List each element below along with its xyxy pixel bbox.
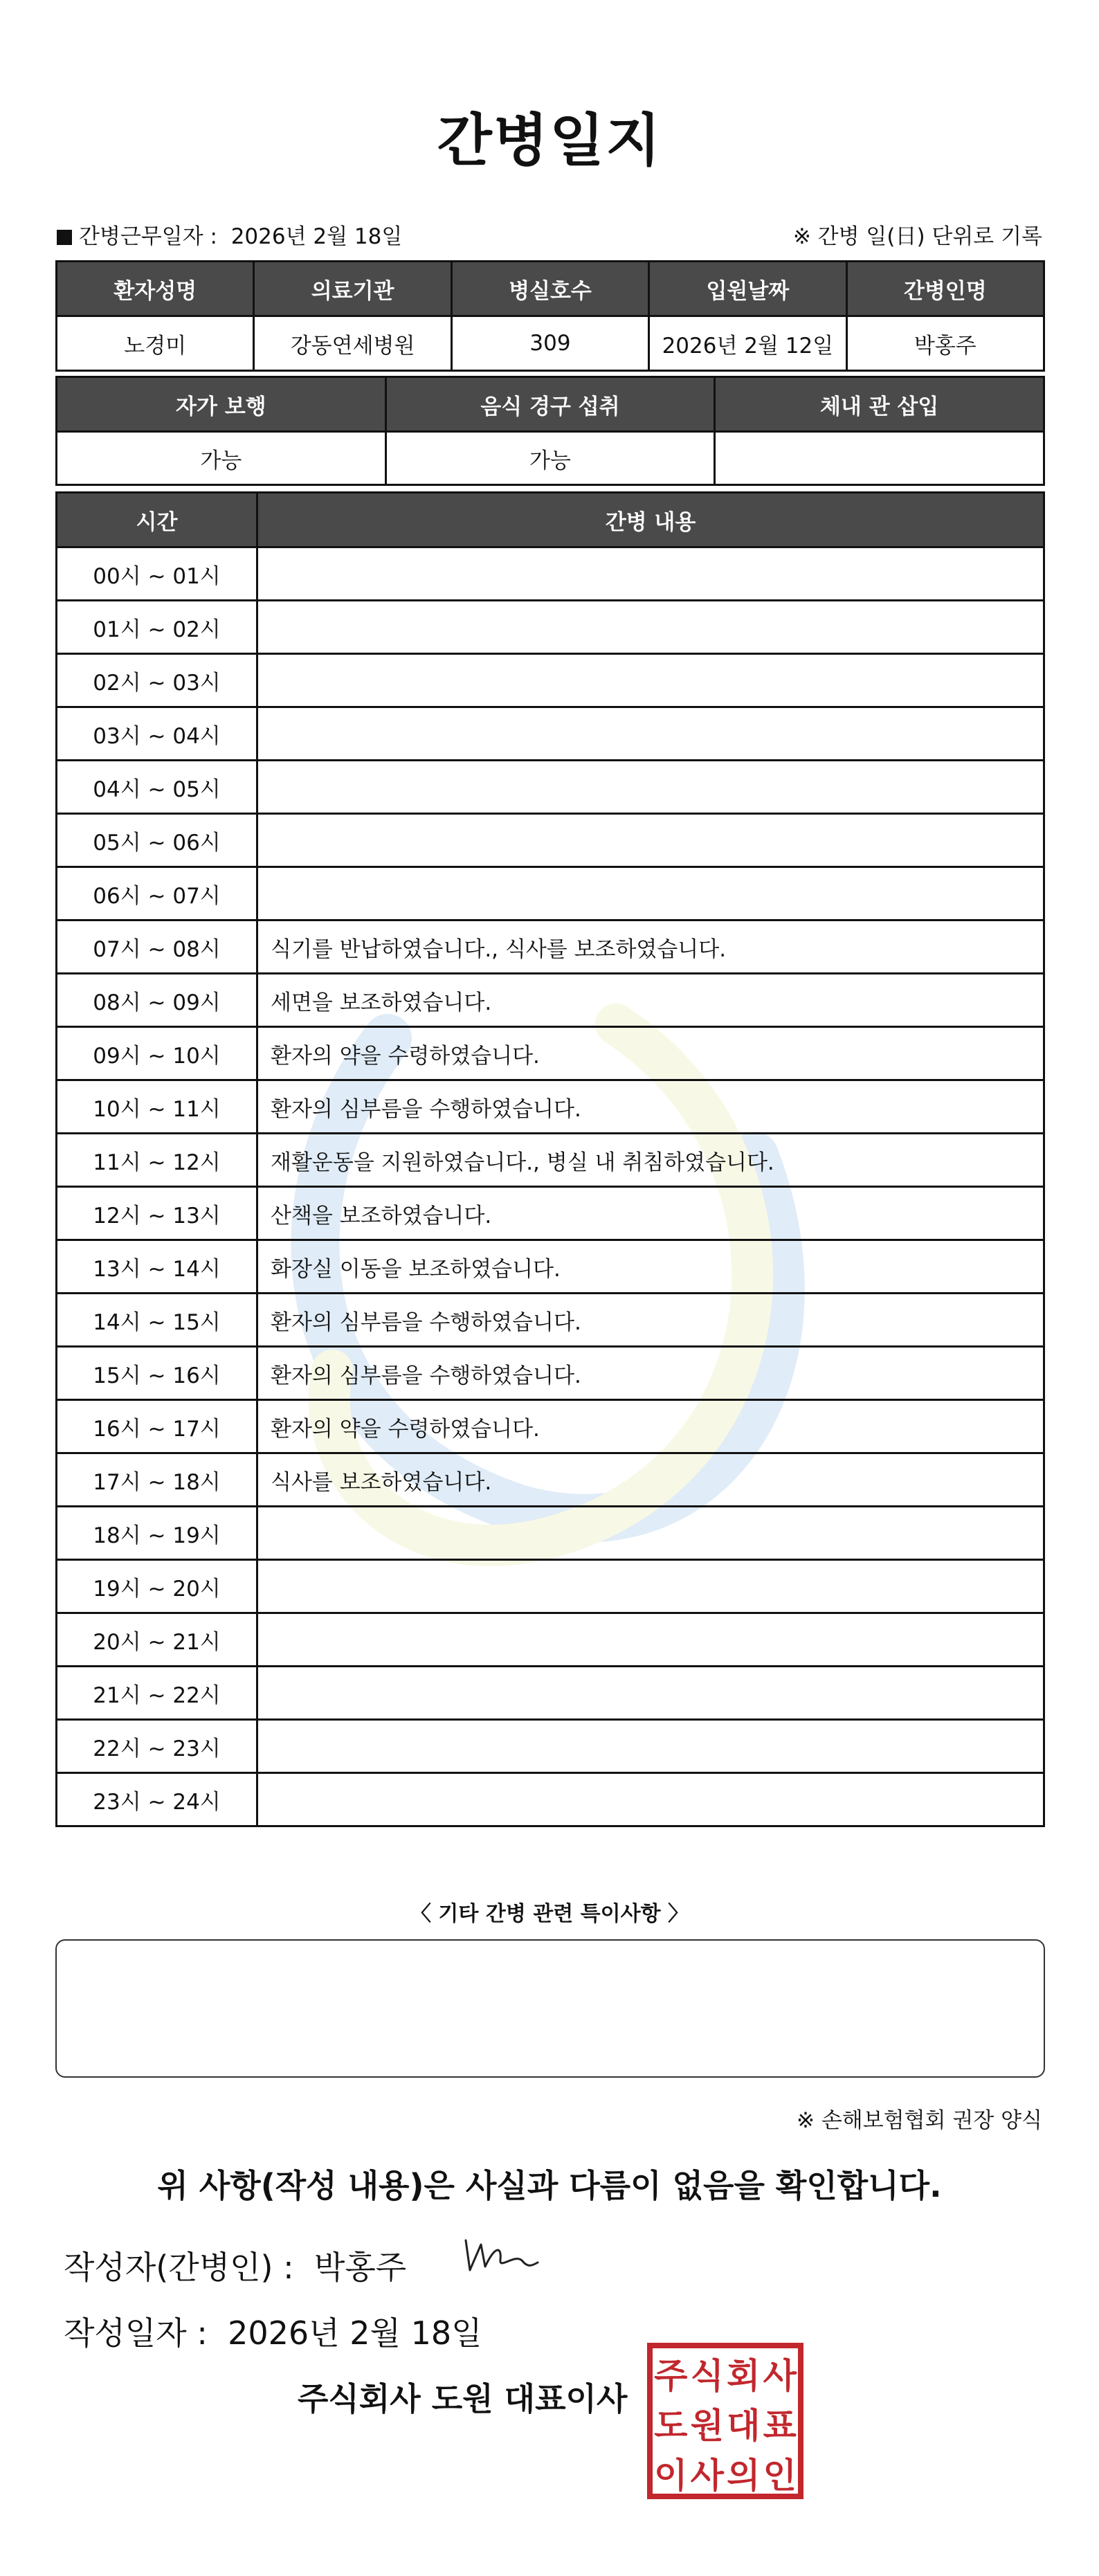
header-patient-name: 환자성명: [57, 262, 254, 316]
log-row: [57, 1667, 1044, 1720]
log-content: 화장실 이동을 보조하였습니다.: [257, 1240, 1044, 1294]
written-date-line: [64, 2308, 482, 2354]
log-time: 21시 ~ 22시: [57, 1667, 257, 1720]
header-caregiver: 간병인명: [846, 262, 1044, 316]
log-content: [257, 654, 1044, 707]
square-bullet-icon: [57, 230, 72, 245]
seal-char: 주: [654, 2355, 688, 2396]
log-content: [257, 1560, 1044, 1613]
confirmation-statement: 위 사항(작성 내용)은 사실과 다름이 없음을 확인합니다.: [157, 2167, 942, 2204]
status-value-row: [57, 432, 1044, 485]
page-title: 간병일지: [437, 108, 662, 174]
log-content: [257, 1773, 1044, 1826]
log-row: [57, 1720, 1044, 1773]
log-content: [257, 707, 1044, 761]
log-content: [257, 1720, 1044, 1773]
log-time: 05시 ~ 06시: [57, 814, 257, 867]
log-content: [257, 867, 1044, 920]
log-content: 식기를 반납하였습니다., 식사를 보조하였습니다.: [257, 920, 1044, 974]
seal-char: 의: [727, 2455, 761, 2496]
log-row: [57, 1560, 1044, 1613]
log-time: 14시 ~ 15시: [57, 1294, 257, 1347]
admission-date: 2026년 2월 12일: [649, 316, 846, 371]
log-time: 08시 ~ 09시: [57, 974, 257, 1027]
log-time: 18시 ~ 19시: [57, 1507, 257, 1560]
patient-header-row: [57, 262, 1044, 316]
header-care-content: 간병 내용: [257, 493, 1044, 547]
log-row: [57, 1347, 1044, 1400]
log-row: [57, 1027, 1044, 1080]
status-header-row: [57, 377, 1044, 432]
seal-char: 사: [690, 2455, 724, 2496]
log-row: [57, 814, 1044, 867]
header-room: 병실호수: [451, 262, 648, 316]
room-number: 309: [451, 316, 648, 371]
log-row: [57, 1773, 1044, 1826]
written-date-value: 2026년 2월 18일: [228, 2314, 482, 2352]
log-content: 식사를 보조하였습니다.: [257, 1453, 1044, 1507]
log-time: 09시 ~ 10시: [57, 1027, 257, 1080]
log-content: 환자의 약을 수령하였습니다.: [257, 1400, 1044, 1453]
log-row: [57, 1294, 1044, 1347]
log-row: [57, 1187, 1044, 1240]
log-time: 15시 ~ 16시: [57, 1347, 257, 1400]
oral-intake-value: 가능: [385, 432, 715, 485]
log-content: [257, 814, 1044, 867]
seal-text: [653, 2348, 798, 2494]
notes-box: [55, 1939, 1045, 2078]
log-content: 세면을 보조하였습니다.: [257, 974, 1044, 1027]
log-row: [57, 974, 1044, 1027]
patient-value-row: [57, 316, 1044, 371]
log-row: [57, 707, 1044, 761]
patient-status-table: [55, 376, 1045, 486]
log-time: 02시 ~ 03시: [57, 654, 257, 707]
log-row: [57, 1400, 1044, 1453]
log-time: 13시 ~ 14시: [57, 1240, 257, 1294]
notes-title: 〈 기타 간병 관련 특이사항 〉: [410, 1902, 689, 1926]
log-content: [257, 547, 1044, 601]
log-row: [57, 1080, 1044, 1134]
seal-char: 식: [690, 2355, 724, 2396]
log-content: 환자의 심부름을 수행하였습니다.: [257, 1294, 1044, 1347]
log-header-row: [57, 493, 1044, 547]
log-content: 환자의 심부름을 수행하였습니다.: [257, 1347, 1044, 1400]
seal-char: 사: [763, 2355, 797, 2396]
log-time: 06시 ~ 07시: [57, 867, 257, 920]
log-row: [57, 920, 1044, 974]
log-time: 10시 ~ 11시: [57, 1080, 257, 1134]
log-content: 산책을 보조하였습니다.: [257, 1187, 1044, 1240]
log-content: 환자의 약을 수령하였습니다.: [257, 1027, 1044, 1080]
log-content: 환자의 심부름을 수행하였습니다.: [257, 1080, 1044, 1134]
log-row: [57, 1453, 1044, 1507]
log-time: 17시 ~ 18시: [57, 1453, 257, 1507]
header-tube-insertion: 체내 관 삽입: [715, 377, 1044, 432]
log-row: [57, 1613, 1044, 1667]
header-self-walking: 자가 보행: [57, 377, 386, 432]
writer-label: 작성자(간병인) :: [64, 2249, 294, 2286]
header-hospital: 의료기관: [254, 262, 451, 316]
log-row: [57, 547, 1044, 601]
log-row: [57, 1134, 1044, 1187]
company-name: 주식회사 도원 대표이사: [298, 2380, 628, 2418]
log-row: [57, 654, 1044, 707]
header-admission-date: 입원날짜: [649, 262, 846, 316]
signature: [460, 2232, 543, 2280]
seal-char: 대: [727, 2405, 761, 2446]
log-content: [257, 601, 1044, 654]
seal-char: 인: [763, 2455, 797, 2496]
seal-char: 표: [763, 2405, 797, 2446]
seal-char: 도: [654, 2405, 688, 2446]
work-date-label: 간병근무일자 :: [79, 224, 217, 249]
writer-name: 박홍주: [314, 2249, 407, 2286]
written-date-label: 작성일자 :: [64, 2314, 208, 2352]
self-walking-value: 가능: [57, 432, 386, 485]
seal-char: 회: [727, 2355, 761, 2396]
log-content: [257, 761, 1044, 814]
log-row: [57, 601, 1044, 654]
log-row: [57, 1240, 1044, 1294]
unit-note: ※ 간병 일(日) 단위로 기록: [792, 224, 1042, 249]
hospital: 강동연세병원: [254, 316, 451, 371]
log-time: 16시 ~ 17시: [57, 1400, 257, 1453]
writer-line: [64, 2242, 406, 2288]
work-date: [57, 219, 402, 250]
seal-char: 이: [654, 2455, 688, 2496]
header-oral-intake: 음식 경구 섭취: [385, 377, 715, 432]
company-seal: [647, 2343, 803, 2499]
log-time: 01시 ~ 02시: [57, 601, 257, 654]
seal-char: 원: [690, 2405, 724, 2446]
log-time: 23시 ~ 24시: [57, 1773, 257, 1826]
header-time: 시간: [57, 493, 257, 547]
log-time: 04시 ~ 05시: [57, 761, 257, 814]
recommendation-note: ※ 손해보험협회 권장 양식: [797, 2108, 1042, 2133]
care-log-table: [55, 491, 1045, 1827]
log-content: 재활운동을 지원하였습니다., 병실 내 취침하였습니다.: [257, 1134, 1044, 1187]
log-time: 19시 ~ 20시: [57, 1560, 257, 1613]
log-time: 22시 ~ 23시: [57, 1720, 257, 1773]
log-body: [57, 547, 1044, 1826]
log-content: [257, 1667, 1044, 1720]
log-row: [57, 761, 1044, 814]
log-time: 12시 ~ 13시: [57, 1187, 257, 1240]
log-time: 11시 ~ 12시: [57, 1134, 257, 1187]
log-content: [257, 1507, 1044, 1560]
work-date-value: 2026년 2월 18일: [230, 224, 403, 249]
log-time: 07시 ~ 08시: [57, 920, 257, 974]
patient-name: 노경미: [57, 316, 254, 371]
caregiver-name: 박홍주: [846, 316, 1044, 371]
tube-insertion-value: [715, 432, 1044, 485]
log-time: 03시 ~ 04시: [57, 707, 257, 761]
log-content: [257, 1613, 1044, 1667]
patient-info-table: [55, 260, 1045, 372]
log-time: 20시 ~ 21시: [57, 1613, 257, 1667]
log-time: 00시 ~ 01시: [57, 547, 257, 601]
log-row: [57, 1507, 1044, 1560]
log-row: [57, 867, 1044, 920]
